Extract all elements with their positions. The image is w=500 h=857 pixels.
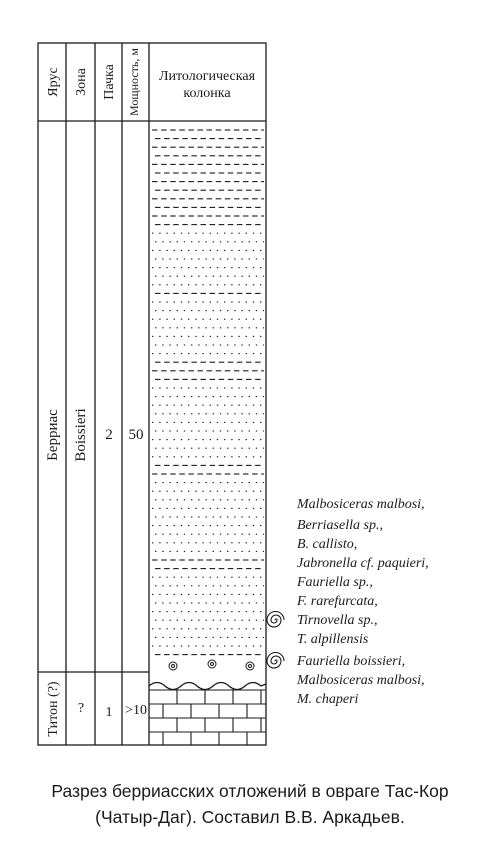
- fossil-name: Berriasella sp.,: [297, 518, 383, 533]
- limestone-pattern: [149, 690, 266, 745]
- header-thickness: Мощность, м: [127, 48, 141, 116]
- ammonite-icon-lower: [267, 653, 284, 669]
- header-lithology-2: колонка: [183, 86, 231, 101]
- fossil-name: Malbosiceras malbosi,: [297, 497, 425, 512]
- ammonite-level-markers: [169, 660, 254, 670]
- header-member: Пачка: [102, 64, 117, 100]
- fossil-name: Fauriella sp.,: [297, 575, 373, 590]
- figure-caption-line-1: Разрез берриасских отложений в овраге Тас-Кор: [51, 781, 449, 801]
- fossil-name: M. chaperi: [297, 692, 359, 707]
- ammonite-icon-upper: [267, 612, 284, 628]
- header-lithology-1: Литологическая: [158, 69, 256, 84]
- figure-caption-line-2: (Чатыр-Даг). Составил В.В. Аркадьев.: [95, 807, 405, 827]
- header-zone: Зона: [74, 68, 89, 96]
- fossil-name: F. rarefurcata,: [297, 594, 378, 609]
- fossil-list-lower: [296, 654, 425, 707]
- fossil-name: Tirnovella sp.,: [297, 613, 378, 628]
- upper-thickness: 50: [128, 427, 144, 443]
- shale-pattern: [152, 130, 264, 655]
- lower-thickness: >10: [125, 703, 147, 718]
- lower-zone: ?: [77, 701, 85, 716]
- fossil-name: Jabronella cf. paquieri,: [297, 556, 429, 571]
- upper-member: 2: [105, 427, 113, 443]
- upper-zone: Boissieri: [73, 408, 89, 462]
- header-stage: Ярус: [46, 67, 61, 97]
- lower-stage: Титон (?): [46, 681, 61, 737]
- lower-member: 1: [105, 705, 113, 720]
- fossil-name: T. alpillensis: [297, 632, 369, 647]
- fossil-name: Fauriella boissieri,: [297, 654, 406, 669]
- fossil-name: Malbosiceras malbosi,: [297, 673, 425, 688]
- unconformity-line: [149, 683, 266, 690]
- table-frame: [38, 43, 266, 745]
- fossil-name: B. callisto,: [297, 537, 358, 552]
- fossil-list-upper: [296, 497, 429, 647]
- upper-stage: Берриас: [45, 409, 61, 461]
